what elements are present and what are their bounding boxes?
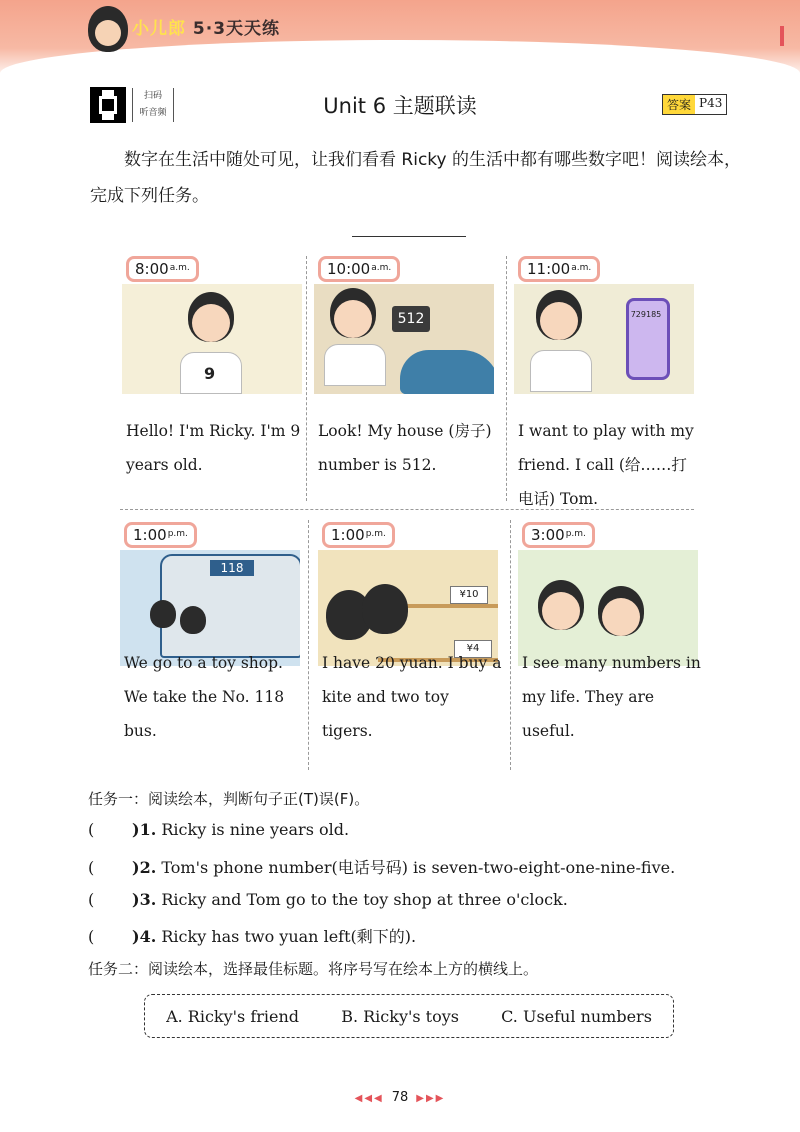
question-text: Ricky and Tom go to the toy shop at three o'clock.: [156, 890, 568, 909]
house-illustration: [314, 284, 494, 394]
answer-blank[interactable]: (: [88, 927, 95, 946]
time-ampm: p.m.: [565, 529, 586, 539]
child-figure: [150, 600, 176, 628]
time-value: 3:00: [531, 526, 565, 544]
scan-label-line1: 扫码: [143, 91, 162, 101]
time-value: 8:00: [135, 260, 169, 278]
story-panel-1: [122, 256, 302, 506]
title-answer-blank[interactable]: [352, 236, 466, 237]
time-badge: [518, 256, 600, 282]
scan-label-line2: 听音频: [139, 108, 167, 118]
edge-marker: [780, 26, 784, 46]
page-title: Unit 6 主题联读: [323, 94, 477, 118]
answer-label: 答案: [663, 95, 695, 114]
tiger-price-tag: ¥4: [454, 640, 492, 658]
panel-caption: I have 20 yuan. I buy a kite and two toy tigers.: [322, 654, 502, 740]
time-badge: [322, 522, 395, 548]
time-badge: [318, 256, 400, 282]
house-number-sign: 512: [392, 306, 430, 332]
mascot-face: [95, 20, 121, 46]
time-value: 11:00: [527, 260, 571, 278]
shirt-number: 9: [204, 364, 216, 383]
child-figure: [180, 606, 206, 634]
ricky-face: [542, 592, 580, 630]
question-3: [88, 890, 568, 909]
ricky-face: [192, 304, 230, 342]
brand-logo: [132, 14, 280, 39]
bus-route-number: 118: [210, 560, 254, 576]
question-4: [88, 924, 416, 947]
task1-heading: 任务一：阅读绘本，判断句子正(T)误(F)。: [88, 790, 370, 808]
ricky-hair: [362, 584, 408, 634]
answer-blank[interactable]: (: [88, 890, 95, 909]
panel-caption: Look! My house (房子) number is 512.: [318, 422, 492, 474]
question-text: Tom's phone number(电话号码) is seven-two-eight-one-nine-five.: [156, 858, 676, 877]
ricky-shirt: [324, 344, 386, 386]
phone-number-display: 729185: [630, 310, 662, 319]
time-value: 10:00: [327, 260, 371, 278]
panel-divider: [506, 256, 507, 501]
brand-series: 5·3天天练: [192, 19, 281, 39]
page-footer: [0, 1090, 800, 1105]
question-text: Ricky has two yuan left(剩下的).: [156, 927, 417, 946]
time-badge: [522, 522, 595, 548]
time-badge: [126, 256, 199, 282]
question-number: )4.: [132, 927, 157, 946]
right-arrows-icon: ▶▶▶: [416, 1093, 446, 1104]
time-ampm: p.m.: [365, 529, 386, 539]
phone-call-illustration: [514, 284, 694, 394]
answer-blank[interactable]: (: [88, 858, 95, 877]
time-ampm: a.m.: [169, 263, 190, 273]
option-c[interactable]: C. Useful numbers: [501, 1006, 652, 1026]
time-ampm: a.m.: [571, 263, 592, 273]
question-number: )3.: [132, 890, 157, 909]
question-number: )1.: [132, 820, 157, 839]
story-panel-5: [318, 522, 502, 772]
question-2: [88, 855, 675, 878]
panel-divider: [510, 520, 511, 770]
answer-blank[interactable]: (: [88, 820, 95, 839]
ricky-waving-illustration: [122, 284, 302, 394]
question-1: [88, 820, 349, 839]
ricky-shirt: [530, 350, 592, 392]
title-options-box: [144, 994, 674, 1038]
time-value: 1:00: [331, 526, 365, 544]
panel-caption: We go to a toy shop. We take the No. 118 bus.: [124, 654, 285, 740]
question-text: Ricky is nine years old.: [156, 820, 350, 839]
time-badge: [124, 522, 197, 548]
page-number: 78: [391, 1090, 409, 1105]
tom-face: [602, 598, 640, 636]
story-panel-3: [514, 256, 694, 506]
time-ampm: a.m.: [371, 263, 392, 273]
option-b[interactable]: B. Ricky's toys: [341, 1006, 459, 1026]
question-number: )2.: [132, 858, 157, 877]
panel-divider: [308, 520, 309, 770]
option-a[interactable]: A. Ricky's friend: [166, 1006, 300, 1026]
answer-reference: [662, 94, 727, 115]
car-illustration: [400, 350, 494, 394]
story-panel-6: [518, 522, 701, 772]
answer-page: P43: [699, 96, 723, 110]
story-panel-4: [120, 522, 300, 772]
kite-price-tag: ¥10: [450, 586, 488, 604]
brand-name: 小儿郎: [132, 19, 186, 39]
left-arrows-icon: ◀◀◀: [354, 1093, 384, 1104]
panel-caption: I want to play with my friend. I call (给……打电话) Tom.: [518, 422, 694, 508]
panel-caption: I see many numbers in my life. They are useful.: [522, 654, 701, 740]
time-ampm: p.m.: [167, 529, 188, 539]
ricky-face: [334, 300, 372, 338]
panel-caption: Hello! I'm Ricky. I'm 9 years old.: [126, 422, 301, 474]
task2-heading: 任务二：阅读绘本，选择最佳标题。将序号写在绘本上方的横线上。: [88, 960, 539, 978]
ricky-face: [540, 302, 578, 340]
story-panel-2: [314, 256, 494, 506]
intro-text: 数字在生活中随处可见，让我们看看 Ricky 的生活中都有哪些数字吧！阅读绘本，完成下列任务。: [90, 150, 741, 206]
time-value: 1:00: [133, 526, 167, 544]
